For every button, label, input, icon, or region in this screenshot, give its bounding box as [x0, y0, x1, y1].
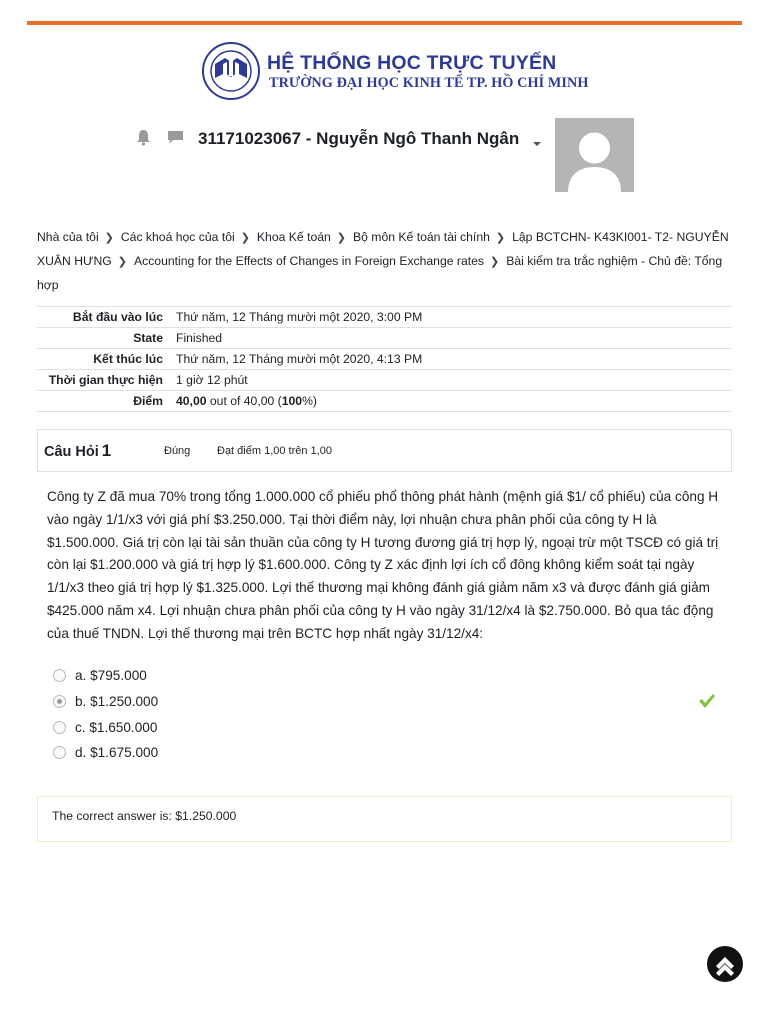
breadcrumb-item[interactable]: Nhà của tôi — [37, 230, 99, 244]
right-answer-text: The correct answer is: $1.250.000 — [52, 809, 237, 823]
breadcrumb — [37, 226, 737, 297]
summary-value: 1 giờ 12 phút — [176, 373, 248, 387]
answer-option-b — [53, 689, 733, 715]
breadcrumb-item[interactable]: Khoa Kế toán — [256, 230, 331, 244]
answer-label: d. $1.675.000 — [75, 745, 159, 761]
question-number — [44, 441, 111, 461]
brand-title: HỆ THỐNG HỌC TRỰC TUYẾN — [267, 52, 557, 74]
question-label: Câu Hỏi — [44, 444, 99, 460]
breadcrumb-item[interactable]: Bài kiểm tra trắc nghiệm - Chủ đề: Tổng hợp — [37, 254, 723, 292]
answer-options — [53, 663, 733, 766]
site-logo[interactable] — [201, 40, 589, 102]
back-to-top-button[interactable] — [707, 946, 743, 982]
bell-icon[interactable] — [136, 129, 151, 146]
summary-row-state — [37, 328, 732, 349]
summary-value — [175, 394, 732, 408]
answer-label: b. $1.250.000 — [75, 694, 159, 710]
summary-label: Bắt đầu vào lúc — [72, 310, 163, 324]
chevron-right-icon: ❯ — [490, 256, 500, 268]
grade-score: 40,00 — [176, 394, 207, 408]
summary-label: State — [133, 331, 163, 345]
question-grade: Đạt điểm 1,00 trên 1,00 — [217, 445, 332, 457]
attempt-summary-table — [37, 306, 732, 412]
summary-row-grade — [37, 391, 732, 412]
answer-option-a — [53, 663, 733, 689]
chat-icon[interactable] — [167, 130, 184, 145]
summary-value: Thứ năm, 12 Tháng mười một 2020, 3:00 PM — [176, 310, 423, 324]
answer-option-d — [53, 740, 733, 766]
answer-label: c. $1.650.000 — [75, 719, 158, 735]
radio-button[interactable] — [53, 721, 66, 734]
answer-label: a. $795.000 — [75, 668, 147, 684]
question-text: Công ty Z đã mua 70% trong tổng 1.000.000 cổ phiếu phổ thông phát hành (mệnh giá $1/ cổ phiếu) của công H vào ngày 1/1/x3 với giá phí $3.250.000. Tại thời điểm này, lợi nhuận chưa phân phối của công ty H là $1.500.000. Giá trị còn lại tài sản thuần của công ty H tương đương giá trị hợp lý, ngoại trừ một TSCĐ có giá trị còn lại $1.200.000 và giá trị hợp lý $1.600.000. Công ty Z xác định lợi ích cổ đông không kiểm soát tại ngày 1/1/x3 theo giá trị hợp lý $1.325.000. Lợi thế thương mại không đánh giá giảm năm x3 và được đánh giá giảm $425.000 năm x4. Lợi nhuận chưa phân phối của công ty H vào ngày 31/12/x4 là $2.750.000. Bỏ qua tác động của thuế TNDN. Lợi thế thương mại trên BCTC hợp nhất ngày 31/12/x4: — [47, 489, 719, 641]
avatar[interactable] — [555, 118, 634, 192]
checkmark-icon — [698, 692, 716, 710]
summary-value: Finished — [176, 331, 223, 345]
chevron-right-icon: ❯ — [117, 256, 127, 268]
summary-label: Điểm — [133, 394, 163, 408]
grade-outof: out of 40,00 ( — [206, 394, 282, 408]
grade-percent: 100 — [281, 394, 303, 408]
breadcrumb-item[interactable]: Lập BCTCHN- K43KI001- T2- NGUYỄN XUÂN HƯNG — [37, 230, 729, 268]
summary-row-completed — [37, 349, 732, 370]
question-num: 1 — [101, 441, 112, 460]
radio-button[interactable] — [53, 746, 66, 759]
summary-value: Thứ năm, 12 Tháng mười một 2020, 4:13 PM — [176, 352, 423, 366]
chevron-up-icon — [707, 946, 743, 982]
breadcrumb-item[interactable]: Accounting for the Effects of Changes in Foreign Exchange rates — [133, 254, 485, 268]
breadcrumb-item[interactable]: Các khoá học của tôi — [120, 230, 235, 244]
answer-option-c — [53, 714, 733, 740]
university-seal-icon — [201, 42, 261, 100]
brand-subtitle: TRƯỜNG ĐẠI HỌC KINH TẾ TP. HỒ CHÍ MINH — [269, 75, 589, 91]
default-avatar-icon — [555, 118, 634, 192]
user-name[interactable]: 31171023067 - Nguyễn Ngô Thanh Ngân — [198, 129, 520, 148]
caret-down-icon[interactable] — [533, 142, 541, 146]
question-state: Đúng — [164, 445, 191, 457]
chevron-right-icon: ❯ — [104, 232, 114, 244]
summary-row-started — [37, 307, 732, 328]
grade-tail: %) — [302, 394, 317, 408]
chevron-right-icon: ❯ — [336, 232, 347, 244]
chevron-right-icon: ❯ — [495, 232, 506, 244]
question-info — [37, 429, 732, 472]
top-accent-bar — [27, 21, 742, 25]
summary-label: Kết thúc lúc — [93, 352, 163, 366]
summary-label: Thời gian thực hiện — [48, 373, 163, 387]
radio-button-selected[interactable] — [53, 695, 66, 708]
chevron-right-icon: ❯ — [240, 232, 250, 244]
radio-button[interactable] — [53, 669, 66, 682]
breadcrumb-item[interactable]: Bộ môn Kế toán tài chính — [353, 230, 490, 244]
summary-row-time — [37, 370, 732, 391]
right-answer-feedback — [37, 796, 732, 842]
